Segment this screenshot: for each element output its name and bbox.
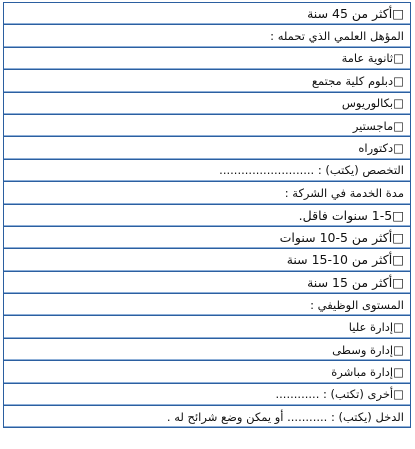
option-label: □دكتوراه [358, 141, 404, 156]
education-option-doctorate[interactable] [3, 137, 411, 159]
service-option-1-5[interactable] [3, 205, 411, 227]
option-label: □أخرى (تكتب) : ............ [275, 387, 404, 402]
job-level-option-middle-management[interactable] [3, 339, 411, 361]
job-level-option-other[interactable] [3, 384, 411, 406]
income-field[interactable] [3, 406, 411, 428]
service-option-10-15[interactable] [3, 249, 411, 271]
option-label: □أكثر من 15 سنة [307, 274, 404, 290]
education-option-community-college[interactable] [3, 70, 411, 92]
education-option-bachelor[interactable] [3, 93, 411, 115]
service-option-over-15[interactable] [3, 272, 411, 294]
education-option-high-school[interactable] [3, 48, 411, 70]
job-level-option-direct-management[interactable] [3, 361, 411, 383]
option-label: □أكثر من 45 سنة [307, 6, 404, 22]
question-label: مدة الخدمة في الشركة : [284, 185, 404, 200]
option-label: □دبلوم كلية مجتمع [311, 73, 404, 88]
job-level-question [3, 294, 411, 316]
option-label: □بكالوريوس [341, 96, 404, 111]
education-question [3, 25, 411, 47]
question-label: المستوى الوظيفي : [310, 297, 404, 312]
job-level-option-senior-management[interactable] [3, 316, 411, 338]
education-option-master[interactable] [3, 115, 411, 137]
age-option-over-45[interactable] [3, 3, 411, 25]
questionnaire-form [3, 2, 411, 428]
option-label: □إدارة مباشرة [331, 364, 404, 379]
option-label: □1-5 سنوات فاقل. [298, 207, 404, 223]
option-label: □أكثر من 5-10 سنوات [279, 230, 404, 246]
field-label: التخصص (يكتب) : .......................... [219, 163, 404, 178]
service-option-5-10[interactable] [3, 227, 411, 249]
field-label: الدخل (يكتب) : ........... أو يمكن وضع شرائح له . [166, 409, 404, 424]
option-label: □إدارة عليا [348, 320, 404, 335]
option-label: □إدارة وسطى [332, 342, 404, 357]
option-label: □أكثر من 10-15 سنة [286, 252, 404, 268]
specialization-field[interactable] [3, 160, 411, 182]
service-duration-question [3, 182, 411, 204]
option-label: □ثانوية عامة [341, 51, 404, 66]
option-label: □ماجستير [352, 118, 404, 133]
question-label: المؤهل العلمي الذي تحمله : [270, 29, 404, 44]
